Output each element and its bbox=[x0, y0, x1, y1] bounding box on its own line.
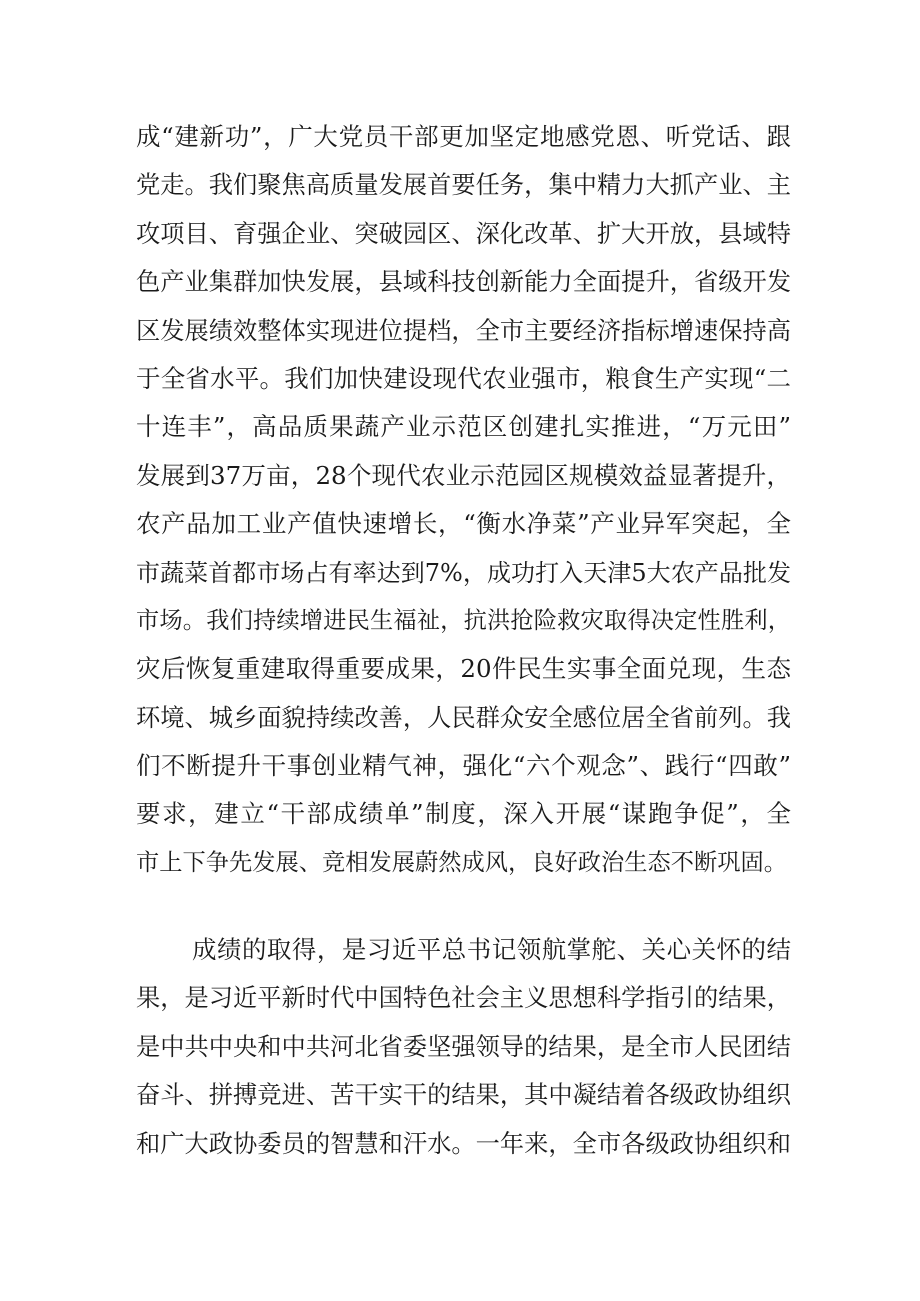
text-line: 十连丰”，高品质果蔬产业示范区创建扎实推进，“万元田” bbox=[136, 412, 791, 442]
text-line: 果，是习近平新时代中国特色社会主义思想科学指引的结果， bbox=[136, 983, 791, 1013]
text-line: 们不断提升干事创业精气神，强化“六个观念”、践行“四敢” bbox=[136, 751, 791, 781]
text-line: 成绩的取得，是习近平总书记领航掌舵、关心关怀的结 bbox=[192, 935, 791, 964]
text-line: 奋斗、拼搏竞进、苦干实干的结果，其中凝结着各级政协组织 bbox=[136, 1080, 791, 1110]
text-line: 成“建新功”，广大党员干部更加坚定地感党恩、听党话、跟 bbox=[136, 122, 791, 151]
paragraph-2 bbox=[136, 926, 791, 1168]
text-line: 市场。我们持续增进民生福祉，抗洪抢险救灾取得决定性胜利， bbox=[136, 606, 791, 634]
text-line: 是中共中央和中共河北省委坚强领导的结果，是全市人民团结 bbox=[136, 1031, 791, 1061]
text-line: 市上下争先发展、竞相发展蔚然成风，良好政治生态不断巩固。 bbox=[136, 848, 788, 876]
text-line: 农产品加工业产值快速增长，“衡水净菜”产业异军突起，全 bbox=[136, 509, 791, 539]
text-line: 于全省水平。我们加快建设现代农业强市，粮食生产实现“二 bbox=[136, 363, 791, 393]
text-line: 市蔬菜首都市场占有率达到7%，成功打入天津5大农产品批发 bbox=[136, 558, 791, 587]
text-line: 要求，建立“干部成绩单”制度，深入开展“谋跑争促”，全 bbox=[136, 799, 791, 829]
text-line: 和广大政协委员的智慧和汗水。一年来，全市各级政协组织和 bbox=[136, 1128, 791, 1158]
text-line: 环境、城乡面貌持续改善，人民群众安全感位居全省前列。我 bbox=[136, 702, 791, 732]
text-line: 区发展绩效整体实现进位提档，全市主要经济指标增速保持高 bbox=[136, 315, 791, 345]
text-line: 色产业集群加快发展，县域科技创新能力全面提升，省级开发 bbox=[136, 267, 791, 297]
text-line: 灾后恢复重建取得重要成果，20件民生实事全面兑现，生态 bbox=[136, 654, 791, 684]
paragraph-1 bbox=[136, 113, 791, 887]
text-line: 攻项目、育强企业、突破园区、深化改革、扩大开放，县域特 bbox=[136, 218, 791, 248]
text-line: 发展到37万亩，28个现代农业示范园区规模效益显著提升， bbox=[136, 460, 791, 490]
text-line: 党走。我们聚焦高质量发展首要任务，集中精力大抓产业、主 bbox=[136, 170, 791, 200]
